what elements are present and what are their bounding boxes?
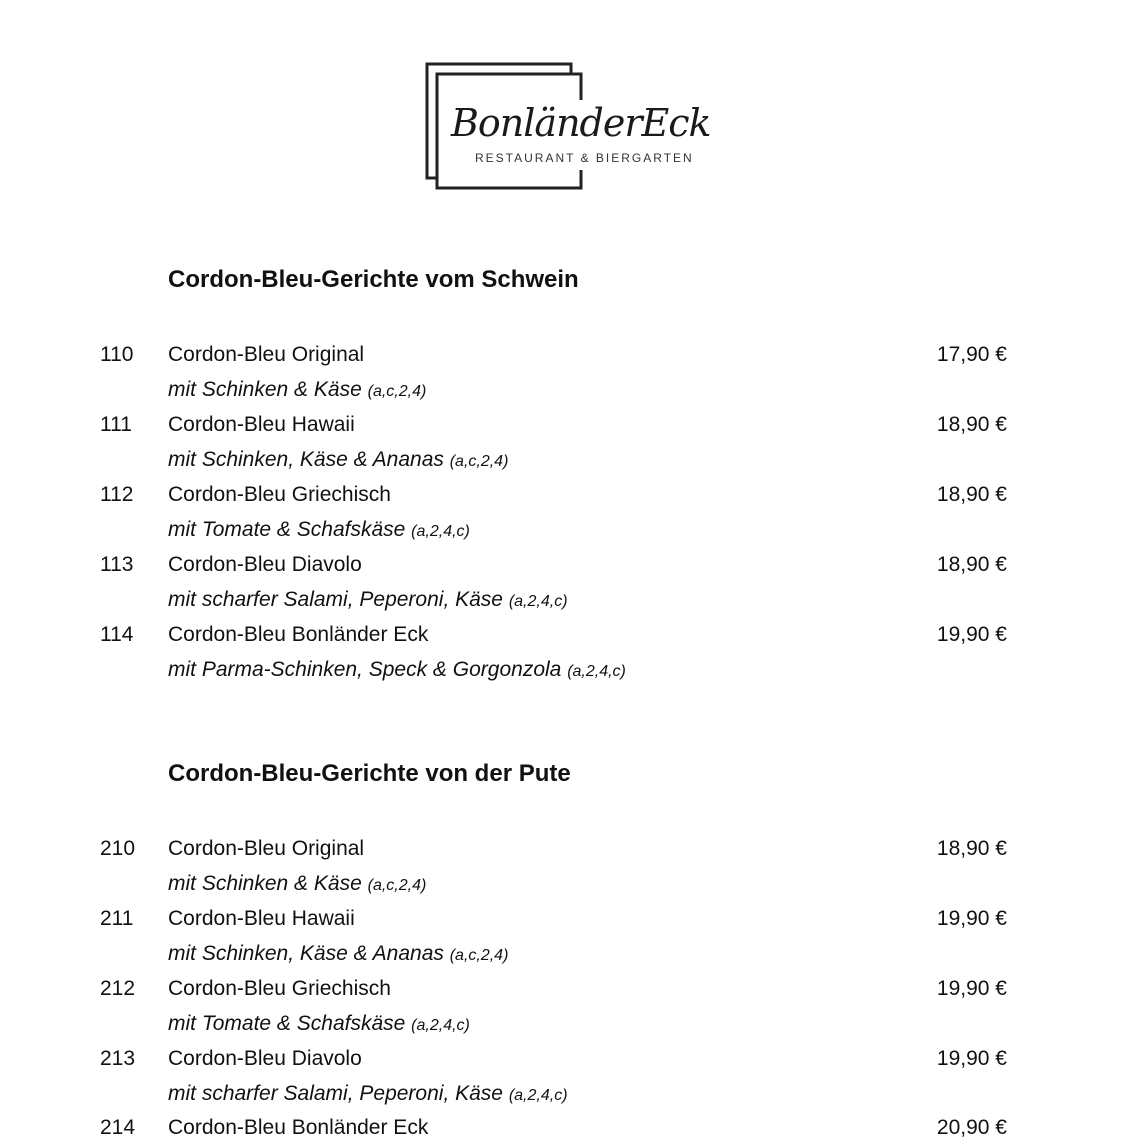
menu-item bbox=[0, 835, 1137, 905]
item-name: Cordon-Bleu Diavolo bbox=[168, 553, 362, 576]
item-allergens: (a,2,4,c) bbox=[508, 1087, 568, 1104]
section-title-pute: Cordon-Bleu-Gerichte von der Pute bbox=[168, 760, 571, 787]
menu-item bbox=[0, 1045, 1137, 1115]
item-description bbox=[168, 656, 626, 686]
item-price: 20,90 € bbox=[936, 1116, 1007, 1137]
item-name: Cordon-Bleu Original bbox=[168, 343, 365, 366]
item-price: 19,90 € bbox=[936, 907, 1007, 930]
item-description bbox=[168, 516, 470, 546]
menu-item bbox=[0, 481, 1137, 551]
item-name: Cordon-Bleu Hawaii bbox=[168, 413, 355, 436]
item-description bbox=[168, 870, 426, 900]
item-price: 19,90 € bbox=[936, 1047, 1007, 1070]
item-name: Cordon-Bleu Hawaii bbox=[168, 907, 355, 930]
item-desc-text: mit Schinken & Käse bbox=[168, 378, 362, 401]
item-description bbox=[168, 1010, 470, 1040]
item-name: Cordon-Bleu Griechisch bbox=[168, 977, 391, 1000]
item-number: 211 bbox=[100, 907, 134, 930]
item-desc-text: mit scharfer Salami, Peperoni, Käse bbox=[168, 1082, 503, 1105]
item-number: 111 bbox=[100, 413, 132, 436]
item-description bbox=[168, 376, 426, 406]
item-number: 114 bbox=[100, 623, 134, 646]
item-desc-text: mit scharfer Salami, Peperoni, Käse bbox=[168, 588, 503, 611]
item-name: Cordon-Bleu Bonländer Eck bbox=[168, 1116, 429, 1137]
logo-subtitle: RESTAURANT & BIERGARTEN bbox=[475, 151, 694, 165]
item-price: 18,90 € bbox=[936, 837, 1007, 860]
item-price: 18,90 € bbox=[936, 413, 1007, 436]
item-number: 113 bbox=[100, 553, 134, 576]
menu-item bbox=[0, 621, 1137, 691]
item-allergens: (a,2,4,c) bbox=[411, 523, 470, 540]
menu-item bbox=[0, 341, 1137, 411]
item-name: Cordon-Bleu Original bbox=[168, 837, 365, 860]
item-name: Cordon-Bleu Diavolo bbox=[168, 1047, 362, 1070]
item-allergens: (a,2,4,c) bbox=[508, 593, 568, 610]
item-price: 19,90 € bbox=[936, 623, 1007, 646]
item-allergens: (a,2,4,c) bbox=[411, 1017, 470, 1034]
item-name: Cordon-Bleu Griechisch bbox=[168, 483, 391, 506]
item-desc-text: mit Schinken & Käse bbox=[168, 872, 362, 895]
menu-item bbox=[0, 975, 1137, 1045]
item-desc-text: mit Tomate & Schafskäse bbox=[168, 1012, 406, 1035]
item-price: 18,90 € bbox=[936, 553, 1007, 576]
item-name: Cordon-Bleu Bonländer Eck bbox=[168, 623, 429, 646]
item-price: 17,90 € bbox=[936, 343, 1007, 366]
item-allergens: (a,c,2,4) bbox=[449, 453, 509, 470]
item-price: 19,90 € bbox=[936, 977, 1007, 1000]
item-number: 112 bbox=[100, 483, 134, 506]
menu-item bbox=[0, 411, 1137, 481]
item-desc-text: mit Tomate & Schafskäse bbox=[168, 518, 406, 541]
item-description bbox=[168, 446, 508, 476]
item-number: 210 bbox=[100, 837, 136, 860]
item-number: 213 bbox=[100, 1047, 136, 1070]
item-desc-text: mit Parma-Schinken, Speck & Gorgonzola bbox=[168, 658, 562, 681]
section-title-schwein: Cordon-Bleu-Gerichte vom Schwein bbox=[168, 266, 579, 293]
item-allergens: (a,c,2,4) bbox=[367, 877, 427, 894]
item-number: 212 bbox=[100, 977, 136, 1000]
menu-item bbox=[0, 1114, 1137, 1137]
item-allergens: (a,2,4,c) bbox=[567, 663, 626, 680]
item-number: 214 bbox=[100, 1116, 136, 1137]
item-description bbox=[168, 940, 508, 970]
item-description bbox=[168, 586, 568, 616]
menu-item bbox=[0, 551, 1137, 621]
item-desc-text: mit Schinken, Käse & Ananas bbox=[168, 448, 444, 471]
restaurant-logo bbox=[425, 60, 725, 195]
item-number: 110 bbox=[100, 343, 134, 366]
item-desc-text: mit Schinken, Käse & Ananas bbox=[168, 942, 444, 965]
item-description bbox=[168, 1080, 568, 1110]
item-allergens: (a,c,2,4) bbox=[449, 947, 509, 964]
item-allergens: (a,c,2,4) bbox=[367, 383, 427, 400]
menu-item bbox=[0, 905, 1137, 975]
logo-name: BonländerEck bbox=[451, 101, 711, 145]
item-price: 18,90 € bbox=[936, 483, 1007, 506]
